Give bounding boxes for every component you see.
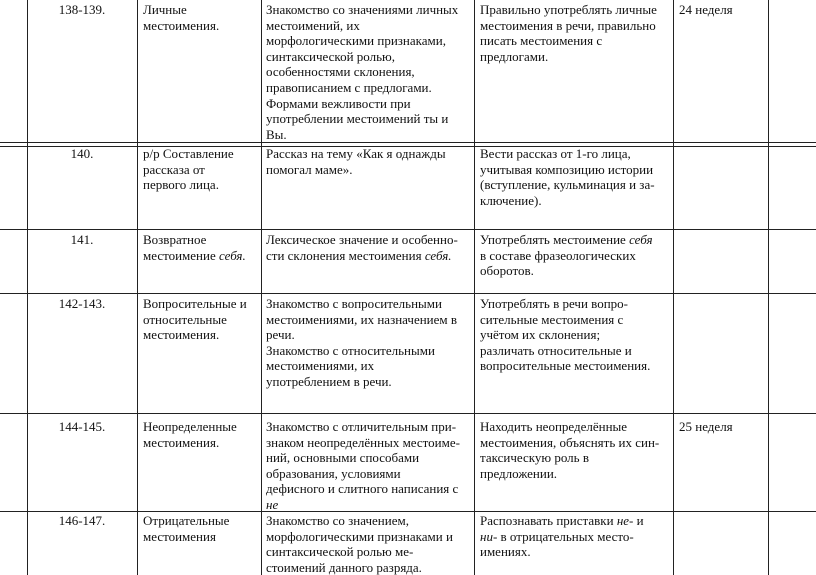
row-number: 141. xyxy=(70,232,94,247)
content-italic: себя. xyxy=(424,247,452,263)
topic-cell: Неопределенные местоимения. xyxy=(143,419,237,450)
row-border xyxy=(0,229,816,230)
column-border xyxy=(261,0,262,575)
column-border xyxy=(673,0,674,575)
skills-cell xyxy=(480,232,672,279)
content-cell xyxy=(266,232,472,263)
week-cell: 25 неделя xyxy=(679,419,733,434)
topic-text: Возвратное местоимение xyxy=(143,232,216,263)
skills-cell: Правильно употреблять личные местоимения в речи, правильно писать местоимения с предлогами. xyxy=(480,2,657,64)
row-number: 146-147. xyxy=(58,513,106,528)
column-border xyxy=(137,0,138,575)
topic-cell: Вопросительные и относительные местоимения. xyxy=(143,296,247,343)
row-number: 138-139. xyxy=(58,2,106,17)
skills-cell: Находить неопределённые местоимения, объяснять их син- таксическую роль в предложении. xyxy=(480,419,660,481)
content-cell: Знакомство со значением, морфологическими признаками и синтаксической ролью ме- стоимений данного разряда. xyxy=(266,513,453,575)
column-border xyxy=(474,0,475,575)
content-cell: Рассказ на тему «Как я однажды помогал маме». xyxy=(266,146,446,177)
week-cell: 24 неделя xyxy=(679,2,733,17)
column-border xyxy=(768,0,769,575)
skills-text: в отрицательных место- имениях. xyxy=(480,528,634,560)
topic-italic: себя. xyxy=(219,247,246,263)
skills-text: Употреблять местоимение xyxy=(480,232,630,247)
content-italic: не xyxy=(266,496,279,512)
skills-text: в составе фразеологических оборотов. xyxy=(480,247,636,279)
skills-italic: не- xyxy=(616,513,634,528)
skills-italic: ни- xyxy=(480,528,498,544)
topic-cell xyxy=(143,232,259,263)
skills-text: Распознавать приставки xyxy=(480,513,617,528)
skills-cell xyxy=(480,513,672,560)
skills-cell: Вести рассказ от 1-го лица, учитывая композицию истории (вступление, кульминация и за- ключение). xyxy=(480,146,655,208)
skills-text: и xyxy=(636,513,644,528)
skills-cell: Употреблять в речи вопро- сительные местоимения с учётом их склонения; различать относительные и вопросительные местоимения. xyxy=(480,296,651,374)
content-text: Знакомство с отличительным при- знаком неопределённых местоиме- ний, основными способами образования, условиями дефисного и слитного написания с xyxy=(266,419,460,497)
row-number: 140. xyxy=(70,146,94,161)
row-border xyxy=(0,413,816,414)
column-border xyxy=(27,0,28,575)
content-cell xyxy=(266,419,472,513)
row-number: 142-143. xyxy=(58,296,106,311)
topic-cell: Личные местоимения. xyxy=(143,2,220,33)
row-number: 144-145. xyxy=(58,419,106,434)
topic-cell: р/р Составление рассказа от первого лица. xyxy=(143,146,234,193)
content-cell: Знакомство со значениями личных местоимений, их морфологическими признаками, синтаксической ролью, особенностями склонения, правописанием с предлогами. Формами вежливости при употреблении местоимений ты и Вы. xyxy=(266,2,459,142)
skills-italic: себя xyxy=(629,232,653,247)
content-text: Лексическое значение и особенно- сти склонения местоимения xyxy=(266,232,458,263)
topic-cell: Отрицательные местоимения xyxy=(143,513,230,544)
row-border xyxy=(0,293,816,294)
content-cell: Знакомство с вопросительными местоимениями, их назначением в речи. Знакомство с относительными местоимениями, их употреблением в речи. xyxy=(266,296,458,389)
